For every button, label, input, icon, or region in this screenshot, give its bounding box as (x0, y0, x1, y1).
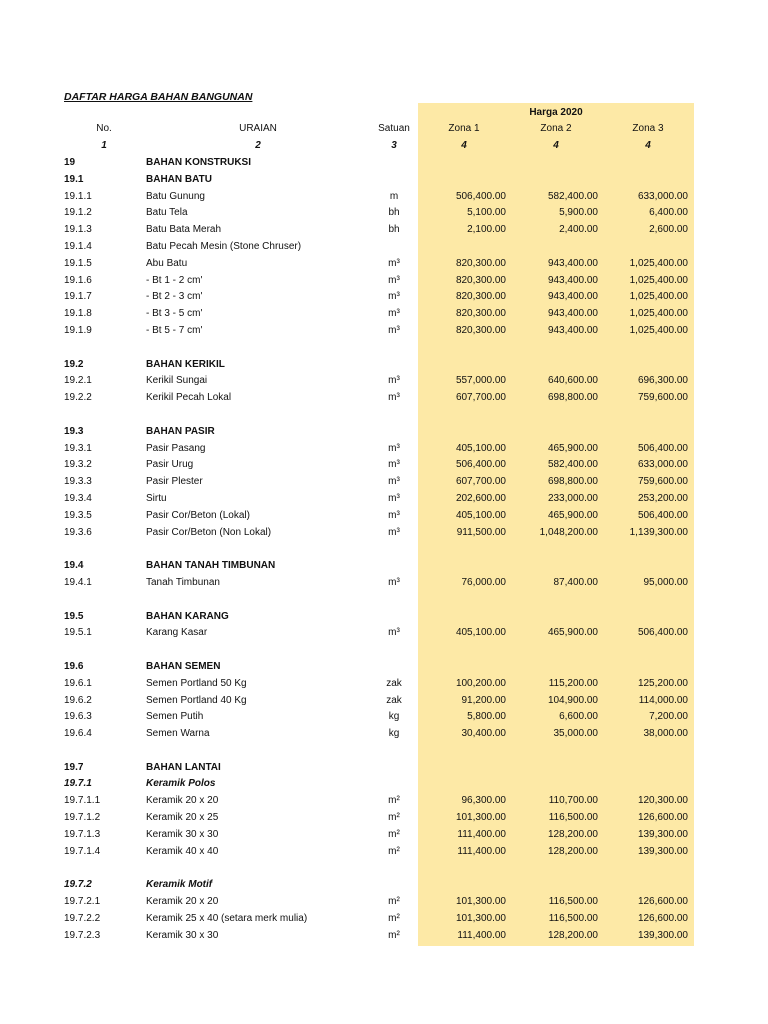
item-description: Batu Pecah Mesin (Stone Chruser) (146, 240, 302, 252)
price-zona-2: 116,500.00 (548, 812, 598, 824)
item-description: BAHAN PASIR (146, 425, 215, 437)
item-code: 19.4.1 (64, 576, 92, 588)
price-zona-1: 2,100.00 (467, 224, 506, 236)
price-zona-2: 943,400.00 (547, 291, 598, 303)
table-row (0, 457, 768, 474)
item-code: 19.7.2.2 (64, 912, 101, 924)
item-unit: m³ (388, 509, 400, 521)
item-unit: m² (388, 812, 400, 824)
item-code: 19.7 (64, 761, 84, 773)
item-unit: m³ (388, 627, 400, 639)
price-zona-2: 5,900.00 (559, 207, 598, 219)
item-unit: kg (388, 728, 400, 740)
item-code: 19.3.1 (64, 442, 92, 454)
table-row (0, 491, 768, 508)
item-description: Pasir Cor/Beton (Non Lokal) (146, 526, 272, 538)
item-code: 19.5.1 (64, 627, 92, 639)
item-unit: m³ (388, 257, 400, 269)
item-unit: m³ (388, 392, 400, 404)
price-zona-2: 116,500.00 (548, 912, 598, 924)
item-code: 19.1.4 (64, 240, 92, 252)
section-row (0, 659, 768, 676)
item-code: 19.7.2.1 (64, 896, 101, 908)
item-description: - Bt 3 - 5 cm' (146, 308, 203, 320)
price-zona-1: 100,200.00 (455, 677, 506, 689)
header-satuan: Satuan (378, 123, 410, 134)
price-zona-1: 111,400.00 (457, 929, 506, 941)
price-zona-1: 607,700.00 (455, 476, 506, 488)
header-zona-2: Zona 2 (540, 123, 572, 134)
item-code: 19.6.2 (64, 694, 92, 706)
subsection-row (0, 776, 768, 793)
price-zona-2: 110,700.00 (548, 795, 598, 807)
item-unit: m³ (388, 459, 400, 471)
table-row (0, 289, 768, 306)
price-zona-3: 126,600.00 (637, 896, 688, 908)
header-uraian: URAIAN (239, 123, 277, 134)
price-zona-2: 943,400.00 (547, 308, 598, 320)
header-no: No. (96, 123, 112, 134)
price-zona-2: 465,900.00 (547, 627, 598, 639)
item-description: Semen Portland 50 Kg (146, 677, 247, 689)
price-zona-3: 38,000.00 (643, 728, 688, 740)
section-row (0, 155, 768, 172)
price-zona-2: 128,200.00 (547, 929, 598, 941)
section-row (0, 357, 768, 374)
item-description: BAHAN KONSTRUKSI (146, 157, 251, 168)
price-zona-2: 640,600.00 (547, 375, 598, 387)
harga-year-header: Harga 2020 (529, 107, 583, 118)
price-zona-3: 6,400.00 (649, 207, 688, 219)
item-code: 19.4 (64, 560, 84, 572)
table-row (0, 323, 768, 340)
price-zona-1: 405,100.00 (455, 509, 506, 521)
price-zona-3: 2,600.00 (649, 224, 688, 236)
item-unit: m² (388, 896, 400, 908)
item-description: Keramik 30 x 30 (146, 929, 219, 941)
item-unit: m³ (388, 308, 400, 320)
price-zona-1: 5,100.00 (467, 207, 506, 219)
table-row (0, 205, 768, 222)
item-unit: zak (386, 677, 402, 689)
item-unit: m² (388, 795, 400, 807)
item-unit: m² (388, 912, 400, 924)
item-description: - Bt 2 - 3 cm' (146, 291, 203, 303)
item-description: BAHAN LANTAI (146, 761, 221, 773)
price-zona-3: 696,300.00 (637, 375, 688, 387)
price-zona-3: 1,025,400.00 (629, 257, 688, 269)
index-zona-2: 4 (553, 140, 559, 151)
price-zona-3: 506,400.00 (637, 627, 688, 639)
item-unit: m³ (388, 492, 400, 504)
item-description: Keramik 40 x 40 (146, 845, 219, 857)
price-zona-3: 139,300.00 (637, 828, 688, 840)
price-zona-1: 820,300.00 (455, 274, 506, 286)
price-zona-1: 111,400.00 (457, 828, 506, 840)
item-code: 19.1.8 (64, 308, 92, 320)
item-code: 19.3.6 (64, 526, 92, 538)
item-description: - Bt 1 - 2 cm' (146, 274, 203, 286)
price-zona-3: 506,400.00 (637, 442, 688, 454)
price-zona-2: 6,600.00 (559, 711, 598, 723)
index-zona-1: 4 (461, 140, 467, 151)
table-row (0, 390, 768, 407)
price-zona-3: 253,200.00 (637, 492, 688, 504)
item-description: Keramik 30 x 30 (146, 828, 219, 840)
table-row (0, 844, 768, 861)
item-unit: m³ (388, 274, 400, 286)
item-unit: m³ (388, 476, 400, 488)
item-code: 19.7.1.1 (64, 795, 101, 807)
table-row (0, 256, 768, 273)
item-code: 19.5 (64, 610, 84, 622)
table-row (0, 894, 768, 911)
price-zona-1: 405,100.00 (455, 627, 506, 639)
item-unit: bh (388, 224, 400, 236)
section-row (0, 760, 768, 777)
index-uraian: 2 (255, 140, 261, 151)
price-zona-3: 126,600.00 (637, 812, 688, 824)
price-zona-1: 30,400.00 (461, 728, 506, 740)
blank-row (0, 860, 768, 877)
price-zona-1: 5,800.00 (467, 711, 506, 723)
item-unit: m³ (388, 442, 400, 454)
item-code: 19.7.1.2 (64, 812, 101, 824)
section-row (0, 172, 768, 189)
price-zona-1: 506,400.00 (455, 190, 506, 202)
blank-row (0, 743, 768, 760)
blank-row (0, 642, 768, 659)
item-code: 19.1.3 (64, 224, 92, 236)
price-zona-1: 405,100.00 (455, 442, 506, 454)
item-code: 19.3.3 (64, 476, 92, 488)
item-description: - Bt 5 - 7 cm' (146, 324, 203, 336)
price-zona-2: 465,900.00 (547, 442, 598, 454)
price-zona-1: 91,200.00 (461, 694, 506, 706)
table-row (0, 911, 768, 928)
item-description: BAHAN SEMEN (146, 660, 221, 672)
index-satuan: 3 (391, 140, 397, 151)
item-description: BAHAN BATU (146, 173, 212, 185)
item-description: Sirtu (146, 492, 167, 504)
price-zona-3: 633,000.00 (637, 190, 688, 202)
table-row (0, 676, 768, 693)
item-code: 19.1.1 (64, 190, 92, 202)
price-table-body (0, 155, 768, 944)
price-zona-1: 911,500.00 (456, 526, 506, 538)
item-code: 19.1.2 (64, 207, 92, 219)
item-unit: kg (388, 711, 400, 723)
item-description: BAHAN KARANG (146, 610, 229, 622)
table-row (0, 474, 768, 491)
price-zona-2: 582,400.00 (547, 459, 598, 471)
item-unit: m³ (388, 576, 400, 588)
table-row (0, 810, 768, 827)
price-zona-3: 139,300.00 (637, 845, 688, 857)
price-zona-3: 759,600.00 (637, 476, 688, 488)
item-code: 19.3.4 (64, 492, 92, 504)
price-zona-2: 943,400.00 (547, 324, 598, 336)
table-row (0, 525, 768, 542)
price-zona-3: 139,300.00 (637, 929, 688, 941)
price-zona-1: 96,300.00 (461, 795, 506, 807)
item-unit: m³ (388, 291, 400, 303)
item-code: 19 (64, 157, 76, 168)
item-code: 19.2 (64, 358, 84, 370)
price-zona-2: 943,400.00 (547, 274, 598, 286)
price-zona-3: 114,000.00 (638, 694, 688, 706)
price-zona-2: 104,900.00 (547, 694, 598, 706)
table-row (0, 827, 768, 844)
index-zona-3: 4 (645, 140, 651, 151)
table-row (0, 273, 768, 290)
item-code: 19.2.2 (64, 392, 92, 404)
item-code: 19.3 (64, 425, 84, 437)
item-code: 19.3.5 (64, 509, 92, 521)
table-row (0, 726, 768, 743)
item-description: Keramik Polos (146, 778, 216, 790)
item-description: Pasir Pasang (146, 442, 206, 454)
item-code: 19.7.1.3 (64, 828, 101, 840)
table-row (0, 239, 768, 256)
item-description: Karang Kasar (146, 627, 208, 639)
table-row (0, 306, 768, 323)
price-zona-2: 1,048,200.00 (539, 526, 598, 538)
item-code: 19.6.3 (64, 711, 92, 723)
price-zona-2: 116,500.00 (548, 896, 598, 908)
item-unit: m² (388, 929, 400, 941)
table-row (0, 222, 768, 239)
item-unit: m³ (388, 375, 400, 387)
item-unit: m² (388, 828, 400, 840)
price-zona-2: 115,200.00 (548, 677, 598, 689)
price-zona-2: 87,400.00 (553, 576, 598, 588)
item-description: Semen Portland 40 Kg (146, 694, 247, 706)
price-zona-1: 111,400.00 (457, 845, 506, 857)
price-zona-2: 128,200.00 (547, 845, 598, 857)
item-description: Tanah Timbunan (146, 576, 220, 588)
price-zona-3: 120,300.00 (637, 795, 688, 807)
table-row (0, 625, 768, 642)
price-zona-1: 76,000.00 (461, 576, 506, 588)
table-row (0, 693, 768, 710)
price-zona-1: 820,300.00 (455, 291, 506, 303)
item-description: Pasir Cor/Beton (Lokal) (146, 509, 250, 521)
price-zona-1: 101,300.00 (455, 812, 506, 824)
table-row (0, 441, 768, 458)
price-zona-3: 126,600.00 (637, 912, 688, 924)
price-zona-3: 7,200.00 (649, 711, 688, 723)
blank-row (0, 592, 768, 609)
item-description: Batu Bata Merah (146, 224, 222, 236)
table-row (0, 928, 768, 945)
item-code: 19.6.4 (64, 728, 92, 740)
price-zona-3: 506,400.00 (637, 509, 688, 521)
item-code: 19.1.7 (64, 291, 92, 303)
item-description: Keramik 25 x 40 (setara merk mulia) (146, 912, 308, 924)
item-code: 19.6.1 (64, 677, 92, 689)
item-code: 19.6 (64, 660, 84, 672)
item-description: Kerikil Sungai (146, 375, 208, 387)
item-unit: bh (388, 207, 400, 219)
item-code: 19.2.1 (64, 375, 92, 387)
price-zona-2: 233,000.00 (547, 492, 598, 504)
price-zona-3: 1,025,400.00 (629, 274, 688, 286)
section-row (0, 424, 768, 441)
table-row (0, 575, 768, 592)
table-row (0, 189, 768, 206)
item-unit: m (389, 190, 399, 202)
price-zona-1: 820,300.00 (455, 308, 506, 320)
price-zona-2: 2,400.00 (559, 224, 598, 236)
price-zona-2: 698,800.00 (547, 392, 598, 404)
price-zona-2: 943,400.00 (547, 257, 598, 269)
item-description: Keramik 20 x 20 (146, 896, 219, 908)
price-zona-3: 759,600.00 (637, 392, 688, 404)
header-zona-1: Zona 1 (448, 123, 480, 134)
item-description: Semen Putih (146, 711, 204, 723)
price-zona-3: 1,025,400.00 (629, 291, 688, 303)
price-zona-1: 202,600.00 (455, 492, 506, 504)
item-code: 19.7.2 (64, 879, 92, 891)
price-zona-2: 698,800.00 (547, 476, 598, 488)
item-description: BAHAN KERIKIL (146, 358, 225, 370)
item-description: BAHAN TANAH TIMBUNAN (146, 560, 276, 572)
item-code: 19.7.1.4 (64, 845, 101, 857)
price-zona-3: 125,200.00 (637, 677, 688, 689)
item-description: Keramik Motif (146, 879, 213, 891)
price-zona-3: 633,000.00 (637, 459, 688, 471)
item-unit: m³ (388, 526, 400, 538)
price-zona-3: 95,000.00 (643, 576, 688, 588)
item-description: Keramik 20 x 20 (146, 795, 219, 807)
item-code: 19.7.2.3 (64, 929, 101, 941)
item-description: Kerikil Pecah Lokal (146, 392, 232, 404)
item-description: Semen Warna (146, 728, 210, 740)
item-code: 19.7.1 (64, 778, 92, 790)
table-row (0, 508, 768, 525)
item-description: Keramik 20 x 25 (146, 812, 219, 824)
blank-row (0, 340, 768, 357)
price-zona-1: 820,300.00 (455, 324, 506, 336)
price-zona-1: 557,000.00 (455, 375, 506, 387)
table-row (0, 373, 768, 390)
price-zona-1: 506,400.00 (455, 459, 506, 471)
subsection-row (0, 877, 768, 894)
item-description: Batu Gunung (146, 190, 205, 202)
price-zona-1: 607,700.00 (455, 392, 506, 404)
item-unit: m³ (388, 324, 400, 336)
price-zona-2: 582,400.00 (547, 190, 598, 202)
item-description: Abu Batu (146, 257, 188, 269)
table-row (0, 709, 768, 726)
item-description: Pasir Plester (146, 476, 203, 488)
index-no: 1 (101, 140, 107, 151)
item-description: Pasir Urug (146, 459, 194, 471)
price-zona-3: 1,139,300.00 (629, 526, 688, 538)
price-zona-3: 1,025,400.00 (629, 324, 688, 336)
price-zona-2: 128,200.00 (547, 828, 598, 840)
price-zona-2: 465,900.00 (547, 509, 598, 521)
price-zona-1: 820,300.00 (455, 257, 506, 269)
section-row (0, 609, 768, 626)
item-code: 19.1.9 (64, 324, 92, 336)
item-code: 19.1.6 (64, 274, 92, 286)
price-zona-1: 101,300.00 (455, 896, 506, 908)
section-row (0, 558, 768, 575)
item-unit: zak (386, 694, 402, 706)
price-zona-2: 35,000.00 (553, 728, 598, 740)
header-zona-3: Zona 3 (632, 123, 664, 134)
price-zona-3: 1,025,400.00 (629, 308, 688, 320)
blank-row (0, 407, 768, 424)
item-unit: m² (388, 845, 400, 857)
item-code: 19.3.2 (64, 459, 92, 471)
item-code: 19.1 (64, 173, 84, 185)
document-title: DAFTAR HARGA BAHAN BANGUNAN (64, 91, 253, 103)
item-code: 19.1.5 (64, 257, 92, 269)
blank-row (0, 541, 768, 558)
table-row (0, 793, 768, 810)
price-zona-1: 101,300.00 (455, 912, 506, 924)
item-description: Batu Tela (146, 207, 188, 219)
